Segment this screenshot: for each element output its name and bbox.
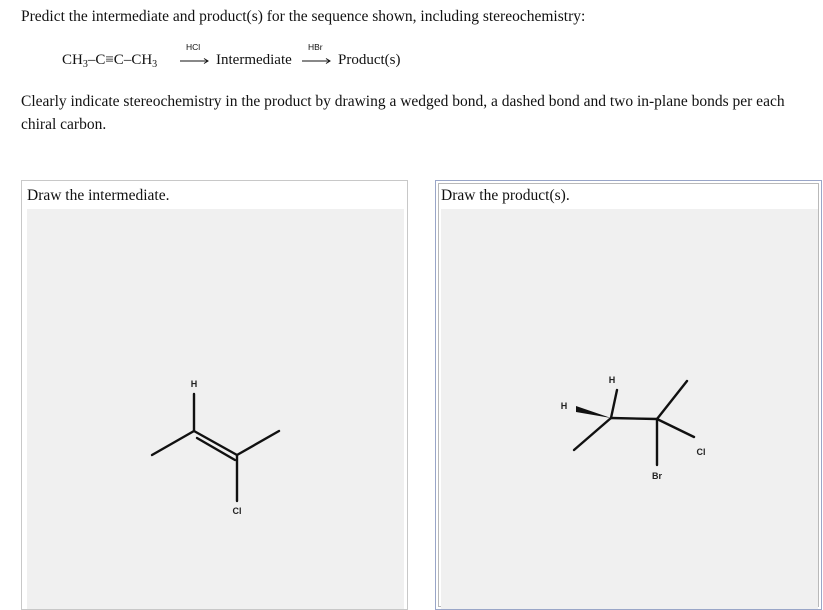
bond-c1-c2	[611, 418, 657, 419]
reagent-hcl: HCl	[186, 42, 201, 52]
stereochemistry-instruction: Clearly indicate stereochemistry in the product by drawing a wedged bond, a dashed bond and two in-plane bonds per each chiral carbon.	[21, 93, 785, 133]
product-panel-title: Draw the product(s).	[441, 187, 570, 204]
atom-h-top: H	[608, 375, 616, 385]
arrow-2-icon	[302, 59, 330, 64]
bond-c1-methyl	[574, 418, 611, 450]
product-drawing-canvas[interactable]	[441, 209, 818, 609]
bond-methyl-left	[152, 431, 194, 455]
bond-c1-h-top	[611, 390, 617, 418]
atom-cl: Cl	[696, 447, 706, 457]
reactant-formula: $CH_3-C\equiv C-CH_3$	[62, 52, 158, 70]
atom-cl: Cl	[232, 506, 242, 516]
intermediate-drawing-panel[interactable]	[21, 180, 408, 610]
atom-h-left: H	[560, 401, 568, 411]
wedge-bond-h	[576, 406, 611, 418]
product-drawing-panel[interactable]	[435, 180, 822, 610]
product-structure	[441, 209, 818, 609]
product-label: Product(s)	[338, 52, 401, 68]
intermediate-label: Intermediate	[216, 52, 292, 68]
intermediate-drawing-canvas[interactable]	[27, 209, 404, 609]
question-prompt: Predict the intermediate and product(s) for the sequence shown, including stereochemistry:	[21, 8, 586, 25]
double-bond-outer	[194, 431, 237, 455]
reagent-hbr: HBr	[308, 42, 323, 52]
intermediate-structure	[27, 209, 404, 609]
bond-c2-methyl	[657, 381, 687, 419]
atom-br: Br	[651, 471, 663, 481]
bond-c2-cl	[657, 419, 694, 437]
intermediate-panel-title: Draw the intermediate.	[27, 187, 170, 204]
atom-h: H	[190, 379, 198, 389]
reaction-scheme	[62, 40, 462, 74]
arrow-1-icon	[180, 59, 208, 64]
bond-methyl-right	[237, 431, 279, 455]
double-bond-inner	[197, 438, 235, 460]
